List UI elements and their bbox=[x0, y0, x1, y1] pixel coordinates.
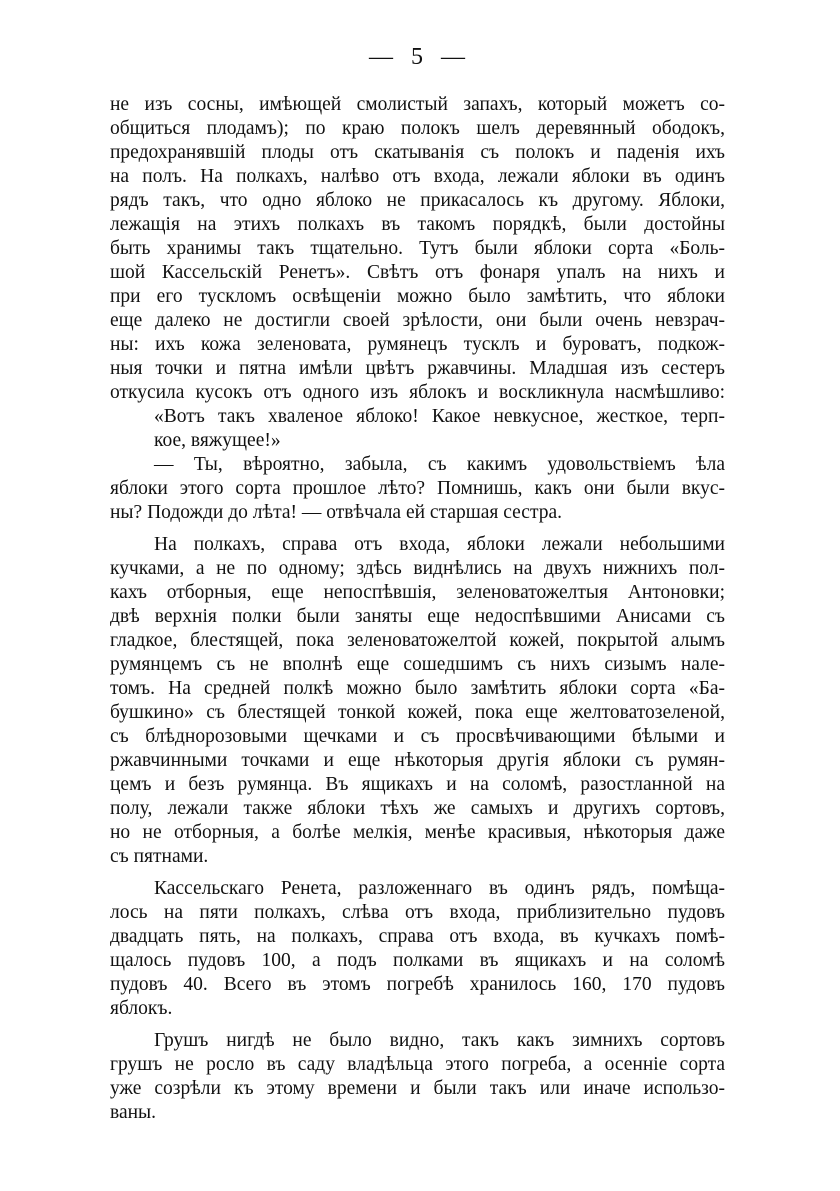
text-line: Кассельскаго Ренета, разложеннаго въ одинъ рядъ, помѣща- bbox=[154, 878, 725, 899]
text-line: двѣ верхнія полки были заняты еще недоспѣвшими Анисами съ bbox=[110, 606, 725, 627]
text-line: быть хранимы такъ тщательно. Тутъ были яблоки сорта «Боль- bbox=[110, 238, 725, 259]
text-line: уже созрѣли къ этому времени и были такъ или иначе использо- bbox=[110, 1078, 725, 1099]
text-line: общиться плодамъ); по краю полокъ шелъ деревянный ободокъ, bbox=[110, 118, 725, 139]
text-line: кучками, а не по одному; здѣсь виднѣлись на двухъ нижнихъ пол- bbox=[110, 558, 725, 579]
text-line: ваны. bbox=[110, 1102, 157, 1123]
text-line: не изъ сосны, имѣющей смолистый запахъ, который можетъ со- bbox=[110, 94, 725, 115]
paragraph-dialogue bbox=[110, 453, 725, 525]
text-line: грушъ не росло въ саду владѣльца этого погреба, а осенніе сорта bbox=[110, 1054, 725, 1075]
text-line: — Ты, вѣроятно, забыла, съ какимъ удовольствіемъ ѣла bbox=[154, 454, 725, 475]
text-line: рядъ такъ, что одно яблоко не прикасалось къ другому. Яблоки, bbox=[110, 190, 725, 211]
text-line: съ пятнами. bbox=[110, 846, 209, 867]
text-line: Грушъ нигдѣ не было видно, такъ какъ зимнихъ сортовъ bbox=[154, 1030, 725, 1051]
text-line: лось на пяти полкахъ, слѣва отъ входа, приблизительно пудовъ bbox=[110, 902, 725, 923]
text-line: бушкино» съ блестящей тонкой кожей, пока еще желтоватозеленой, bbox=[110, 702, 725, 723]
paragraph-right-shelves bbox=[110, 533, 725, 869]
text-line: кое, вяжущее!» bbox=[154, 430, 281, 451]
text-line: румянцемъ съ не вполнѣ еще сошедшимъ съ нихъ сизымъ нале- bbox=[110, 654, 725, 675]
text-line: шой Кассельскій Ренетъ». Свѣтъ отъ фонаря упалъ на нихъ и bbox=[110, 262, 725, 283]
text-line: ны: ихъ кожа зеленовата, румянецъ тусклъ и буроватъ, подкож- bbox=[110, 334, 725, 355]
paragraph-quantities bbox=[110, 877, 725, 1021]
text-line: ны? Подожди до лѣта! — отвѣчала ей старшая сестра. bbox=[110, 502, 562, 523]
paragraph-1 bbox=[110, 93, 725, 405]
text-line: щалось пудовъ 100, а подъ полками въ ящикахъ и на соломѣ bbox=[110, 950, 725, 971]
text-line: кахъ отборныя, еще непоспѣвшія, зеленоватожелтыя Антоновки; bbox=[110, 582, 725, 603]
text-line: пудовъ 40. Всего въ этомъ погребѣ хранилось 160, 170 пудовъ bbox=[110, 974, 725, 995]
text-line: томъ. На средней полкѣ можно было замѣтить яблоки сорта «Ба- bbox=[110, 678, 725, 699]
text-line: съ блѣднорозовыми щечками и съ просвѣчивающими бѣлыми и bbox=[110, 726, 725, 747]
text-line: полу, лежали также яблоки тѣхъ же самыхъ и другихъ сортовъ, bbox=[110, 798, 725, 819]
body-text bbox=[110, 93, 725, 1125]
text-line: на полъ. На полкахъ, налѣво отъ входа, лежали яблоки въ одинъ bbox=[110, 166, 725, 187]
text-line: яблокъ. bbox=[110, 998, 173, 1019]
paragraph-pears bbox=[110, 1029, 725, 1125]
text-line: гладкое, блестящей, пока зеленоватожелтой кожей, покрытой алымъ bbox=[110, 630, 725, 651]
text-line: «Вотъ такъ хваленое яблоко! Какое невкусное, жесткое, терп- bbox=[154, 406, 725, 427]
text-line: двадцать пять, на полкахъ, справа отъ входа, въ кучкахъ помѣ- bbox=[110, 926, 725, 947]
text-line: лежащія на этихъ полкахъ въ такомъ порядкѣ, были достойны bbox=[110, 214, 725, 235]
page-number: — 5 — bbox=[369, 44, 471, 70]
text-line: но не отборныя, а болѣе мелкія, менѣе красивыя, нѣкоторыя даже bbox=[110, 822, 725, 843]
text-line: яблоки этого сорта прошлое лѣто? Помнишь, какъ они были вкус- bbox=[110, 478, 725, 499]
text-line: ржавчинными точками и еще нѣкоторыя другія яблоки съ румян- bbox=[110, 750, 725, 771]
text-line: цемъ и безъ румянца. Въ ящикахъ и на соломѣ, разостланной на bbox=[110, 774, 725, 795]
text-line: ныя точки и пятна имѣли цвѣтъ ржавчины. Младшая изъ сестеръ bbox=[110, 358, 725, 379]
text-line: предохранявшій плоды отъ скатыванія съ полокъ и паденія ихъ bbox=[110, 142, 725, 163]
text-line: еще далеко не достигли своей зрѣлости, они были очень невзрач- bbox=[110, 310, 725, 331]
text-line: при его тускломъ освѣщеніи можно было замѣтить, что яблоки bbox=[110, 286, 725, 307]
paragraph-quote bbox=[110, 405, 725, 453]
text-line: откусила кусокъ отъ одного изъ яблокъ и воскликнула насмѣшливо: bbox=[110, 382, 725, 403]
text-line: На полкахъ, справа отъ входа, яблоки лежали небольшими bbox=[154, 534, 725, 555]
